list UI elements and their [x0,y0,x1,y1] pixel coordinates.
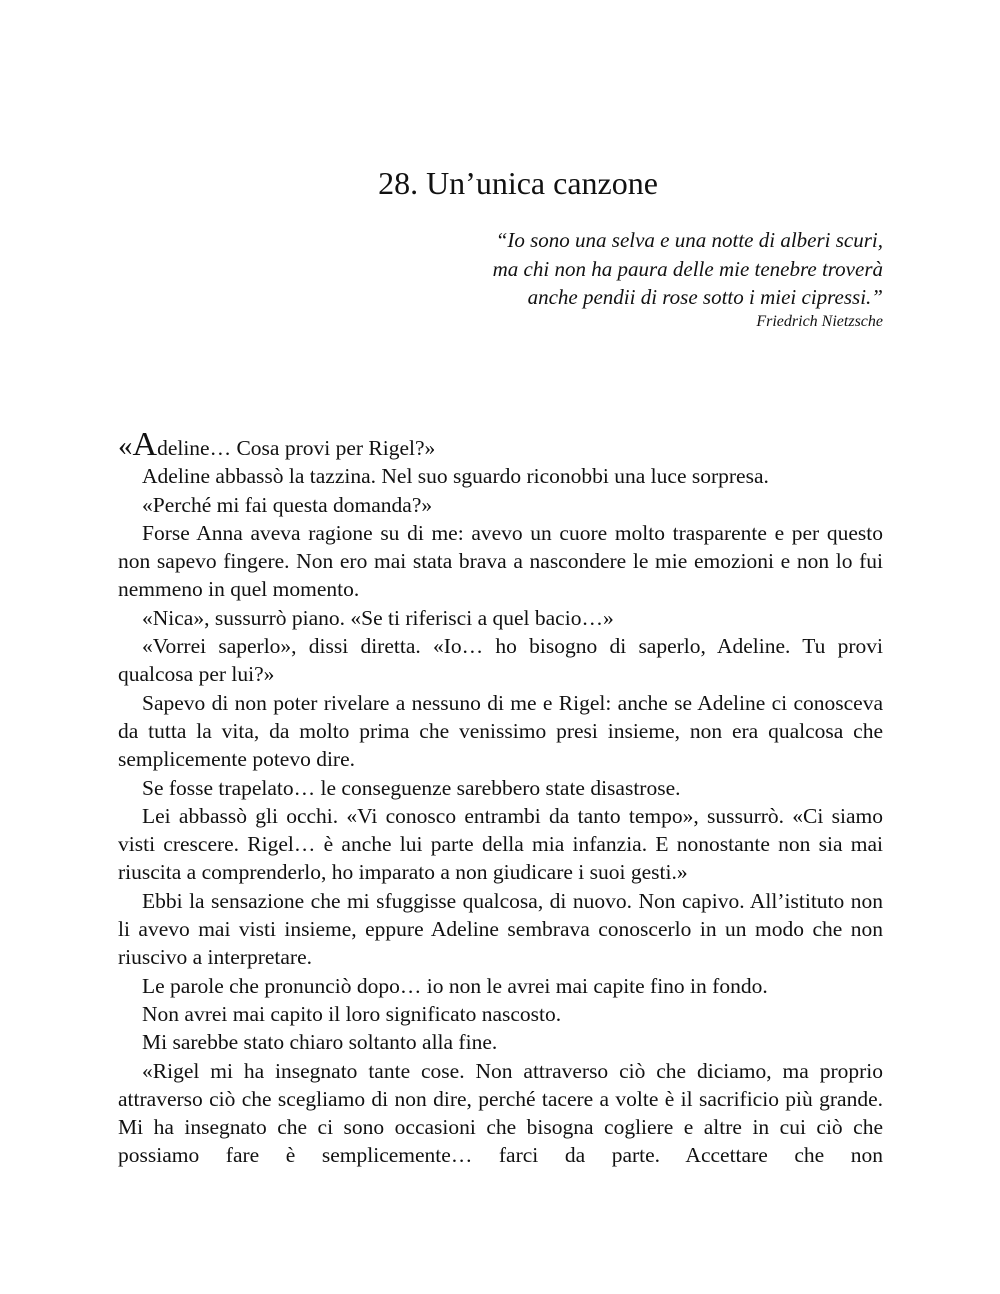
epigraph [363,226,883,332]
drop-cap-letter: A [132,426,158,463]
paragraph: Forse Anna aveva ragione su di me: avevo un cuore molto trasparente e per questo non sapevo fingere. Non ero mai stata brava a nascondere le mie emozioni e non lo fui nemmeno in quel momento. [118,520,883,602]
opening-paragraph [118,426,883,463]
paragraph: «Nica», sussurrò piano. «Se ti riferisci a quel bacio…» [142,605,614,630]
epigraph-author: Friedrich Nietzsche [756,312,883,330]
chapter-title: 28. Un’unica canzone [378,165,658,201]
chapter-body [118,426,883,1170]
paragraph: Adeline abbassò la tazzina. Nel suo sguardo riconobbi una luce sorpresa. [142,464,769,489]
paragraph: Le parole che pronunciò dopo… io non le avrei mai capite fino in fondo. [142,973,768,998]
epigraph-line: ma chi non ha paura delle mie tenebre troverà [492,256,883,281]
paragraph: Sapevo di non poter rivelare a nessuno di me e Rigel: anche se Adeline ci conosceva da tutta la vita, da molto prima che venissimo presi insieme, non era qualcosa che semplicemente potevo dire. [118,690,883,772]
paragraph: «Vorrei saperlo», dissi diretta. «Io… ho bisogno di saperlo, Adeline. Tu provi qualcosa per lui?» [118,634,883,687]
paragraph: «Rigel mi ha insegnato tante cose. Non attraverso ciò che diciamo, ma proprio attraverso ciò che scegliamo di non dire, perché tacere a volte è il sacrificio più grande. Mi ha insegnato che ci sono occasioni che bisogna cogliere e altre in cui ciò che possiamo fare è semplicemente… farci da parte. Accettare che non [118,1058,883,1168]
paragraph: Ebbi la sensazione che mi sfuggisse qualcosa, di nuovo. Non capivo. All’istituto non li avevo mai visti insieme, eppure Adeline sembrava conoscerlo in un modo che non riuscivo a interpretare. [118,888,883,970]
paragraph: «Perché mi fai questa domanda?» [142,492,433,517]
paragraph: Lei abbassò gli occhi. «Vi conosco entrambi da tanto tempo», sussurrò. «Ci siamo visti crescere. Rigel… è anche lui parte della mia infanzia. E nonostante non sia mai riuscita a comprenderlo, ho imparato a non giudicare i suoi gesti.» [118,803,883,885]
opening-text: deline… Cosa provi per Rigel?» [157,436,436,460]
paragraph: Non avrei mai capito il loro significato nascosto. [142,1001,562,1026]
opening-quote: « [118,430,133,462]
paragraph: Se fosse trapelato… le conseguenze sarebbero state disastrose. [142,775,681,800]
epigraph-line: anche pendii di rose sotto i miei cipressi.” [527,285,883,309]
epigraph-line: “Io sono una selva e una notte di alberi scuri, [495,228,883,252]
paragraph: Mi sarebbe stato chiaro soltanto alla fine. [142,1030,498,1055]
